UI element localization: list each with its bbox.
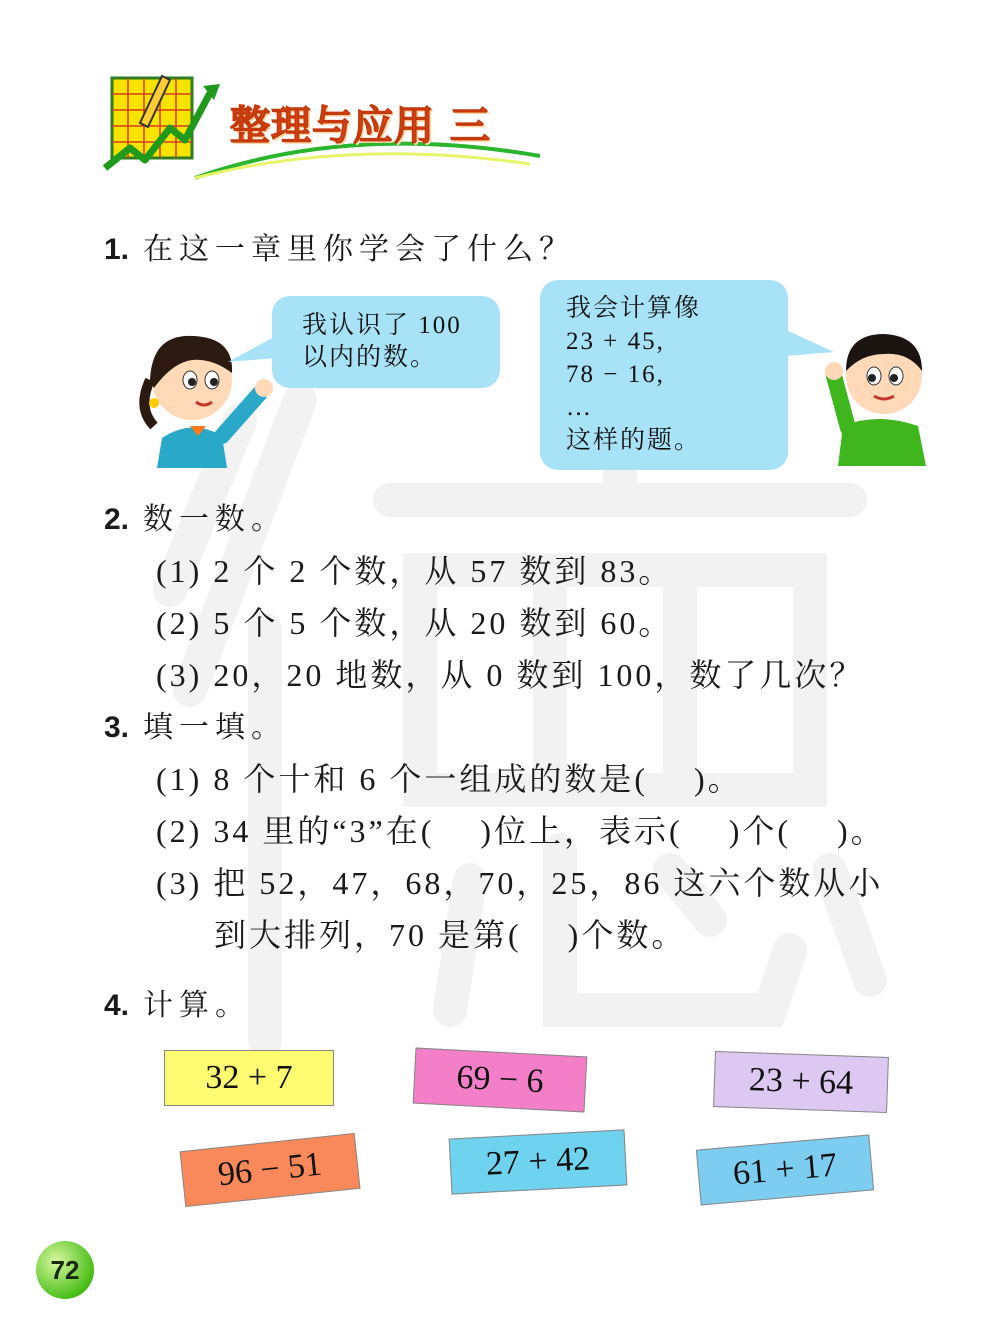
question-text: 填一填。	[143, 710, 288, 745]
question-3	[104, 702, 287, 746]
calc-card: 96 − 51	[180, 1133, 361, 1207]
question-number: 2.	[104, 503, 130, 536]
question-2	[104, 494, 287, 538]
speech-bubble-girl	[272, 296, 500, 388]
bubble-line: 以内的数。	[302, 344, 438, 371]
q2-item-2: (2) 5 个 5 个数，从 20 数到 60。	[156, 605, 674, 641]
q3-item-3-continued: 到大排列，70 是第( )个数。	[214, 917, 687, 953]
bubble-line: 我会计算像	[566, 295, 702, 322]
q2-item-3: (3) 20，20 地数，从 0 数到 100，数了几次？	[156, 657, 865, 693]
question-4	[104, 980, 251, 1024]
question-text: 数一数。	[143, 502, 288, 537]
calc-card: 32 + 7	[164, 1050, 334, 1106]
question-1	[104, 224, 575, 268]
bubble-line: 这样的题。	[566, 427, 702, 454]
calc-card: 69 − 6	[413, 1048, 588, 1113]
calc-card: 23 + 64	[713, 1051, 889, 1113]
q3-item-3: (3) 把 52，47，68，70，25，86 这六个数从小	[156, 865, 884, 901]
q3-item-1: (1) 8 个十和 6 个一组成的数是( )。	[156, 761, 743, 797]
boy-illustration	[818, 316, 948, 466]
bubble-line: 我认识了 100	[302, 312, 462, 339]
bubble-tail	[228, 336, 276, 366]
calc-card: 61 + 17	[696, 1135, 874, 1206]
question-number: 4.	[104, 989, 130, 1022]
question-number: 3.	[104, 711, 130, 744]
q2-item-1: (1) 2 个 2 个数，从 57 数到 83。	[156, 553, 674, 589]
bubble-line: …	[566, 394, 593, 421]
question-number: 1.	[104, 233, 130, 266]
q3-item-2: (2) 34 里的“3”在( )位上，表示( )个( )。	[156, 813, 886, 849]
page-title: 整理与应用 三	[230, 103, 491, 149]
question-text: 计算。	[143, 988, 252, 1023]
page-number-badge: 72	[36, 1241, 94, 1299]
speech-bubble-boy	[540, 280, 788, 470]
bubble-line: 23 + 45,	[566, 328, 665, 355]
calc-card: 27 + 42	[449, 1129, 628, 1194]
question-text: 在这一章里你学会了什么？	[143, 232, 576, 267]
bubble-line: 78 − 16,	[566, 361, 665, 388]
